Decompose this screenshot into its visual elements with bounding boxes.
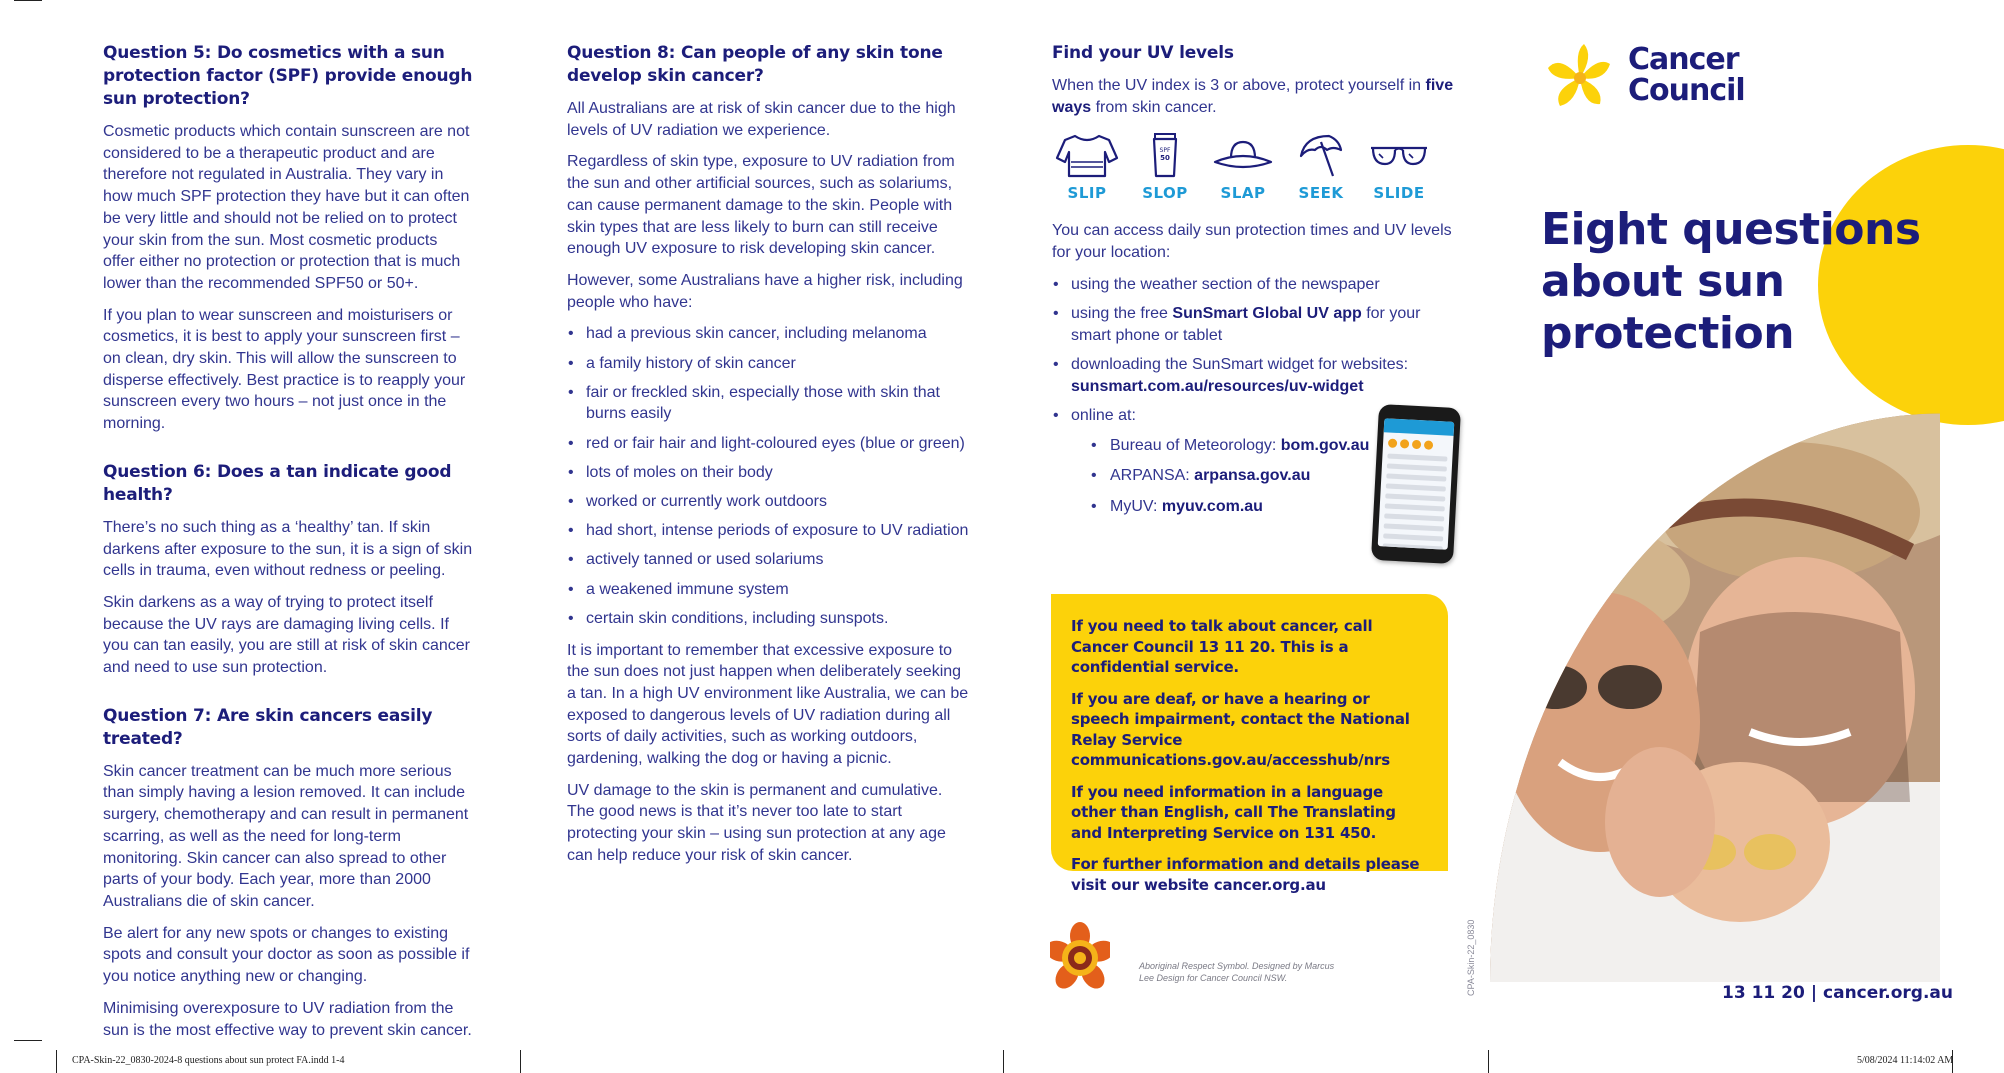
list-item: • worked or currently work outdoors bbox=[567, 491, 972, 513]
uv-label: SLAP bbox=[1220, 184, 1266, 203]
website-link[interactable]: cancer.org.au bbox=[1823, 983, 1953, 1003]
uv-action-slap bbox=[1204, 132, 1282, 202]
list-item: • ARPANSA: arpansa.gov.au bbox=[1071, 465, 1457, 487]
column-questions-5-7 bbox=[103, 42, 473, 1051]
list-item: • red or fair hair and light-coloured eyes (blue or green) bbox=[567, 433, 972, 455]
question-5-paragraph: If you plan to wear sunscreen and moisturisers or cosmetics, it is best to apply your sunscreen first – on clean, dry skin. This will allow the sunscreen to disperse effectively. Best practice is to reapply your sunscreen every two hours – not just once in the morning. bbox=[103, 306, 466, 433]
help-text: If you are deaf, or have a hearing or speech impairment, contact the National Relay Service communications.gov.au/accesshub/nrs bbox=[1071, 689, 1410, 769]
question-5-title: Question 5: Do cosmetics with a sun protection factor (SPF) provide enough sun protection? bbox=[103, 43, 473, 109]
list-item: • MyUV: myuv.com.au bbox=[1071, 496, 1457, 518]
question-8-paragraph: However, some Australians have a higher risk, including people who have: bbox=[567, 271, 963, 311]
crop-mark bbox=[14, 1040, 42, 1041]
phone-number: 13 11 20 bbox=[1722, 983, 1805, 1003]
question-7-paragraph: Be alert for any new spots or changes to existing spots and consult your doctor as soon as possible if you notice anything new or changing. bbox=[103, 924, 470, 986]
phone-screen bbox=[1378, 418, 1455, 549]
contact-help-box bbox=[1051, 594, 1448, 894]
crop-mark bbox=[56, 1050, 57, 1073]
question-8-paragraph: It is important to remember that excessive exposure to the sun does not just happen when deliberately seeking a tan. In a high UV environment like Australia, we can be exposed to dangerous levels of UV radiation during all sorts of daily activities, such as working outdoors, gardening, walking the dog or having a picnic. bbox=[567, 641, 969, 768]
svg-text:50: 50 bbox=[1160, 154, 1170, 163]
uv-levels-title: Find your UV levels bbox=[1052, 43, 1234, 63]
list-item: • had short, intense periods of exposure to UV radiation bbox=[567, 520, 972, 542]
list-item: • actively tanned or used solariums bbox=[567, 549, 972, 571]
question-6-paragraph: Skin darkens as a way of trying to protect itself because the UV rays are damaging living cells. If you can tan easily, you are still at risk of skin cancer and need to use sun protection. bbox=[103, 593, 470, 677]
question-8-paragraph: All Australians are at risk of skin cancer due to the high levels of UV radiation we experience. bbox=[567, 100, 956, 139]
svg-text:SPF: SPF bbox=[1159, 147, 1171, 155]
myuv-link[interactable]: myuv.com.au bbox=[1161, 497, 1263, 515]
document-code: CPA-Skin-22_0830 bbox=[1466, 919, 1476, 996]
hat-icon bbox=[1211, 132, 1275, 178]
crop-mark bbox=[1488, 1050, 1489, 1073]
crop-mark bbox=[520, 1050, 521, 1073]
help-text: For further information and details please visit our website cancer.org.au bbox=[1071, 855, 1420, 894]
print-slug-filename: CPA-Skin-22_0830-2024-8 questions about sun protect FA.indd 1-4 bbox=[72, 1055, 345, 1066]
phone-app-image bbox=[1371, 404, 1461, 564]
aboriginal-respect-symbol-icon bbox=[1050, 918, 1110, 998]
cover-title: Eight questions about sun protection bbox=[1541, 204, 1921, 359]
list-item: • using the weather section of the newspaper bbox=[1052, 274, 1457, 296]
question-8-paragraph: UV damage to the skin is permanent and cumulative. The good news is that it’s never too late to start protecting your skin – using sun protection at any age can help reduce your risk of skin cancer. bbox=[567, 781, 946, 864]
family-photo bbox=[1490, 402, 1940, 982]
list-item: • certain skin conditions, including sunspots. bbox=[567, 608, 972, 630]
help-text: If you need to talk about cancer, call Cancer Council 13 11 20. This is a confidential service. bbox=[1071, 617, 1373, 676]
question-6-paragraph: There’s no such thing as a ‘healthy’ tan. If skin darkens after exposure to the sun, it is a sign of skin cells in trauma, even without redness or peeling. bbox=[103, 518, 473, 580]
help-text: If you need information in a language other than English, call The Translating and Interpreting Service on 131 450. bbox=[1071, 782, 1396, 842]
list-item: • Bureau of Meteorology: bom.gov.au bbox=[1071, 435, 1457, 457]
question-7-title: Question 7: Are skin cancers easily treated? bbox=[103, 705, 433, 749]
bom-link[interactable]: bom.gov.au bbox=[1280, 436, 1370, 454]
list-item: • lots of moles on their body bbox=[567, 462, 972, 484]
sunscreen-icon bbox=[1133, 132, 1197, 178]
sunglasses-icon bbox=[1367, 132, 1431, 178]
uv-action-seek bbox=[1282, 132, 1360, 202]
list-item: • fair or freckled skin, especially those with skin that burns easily bbox=[567, 382, 972, 425]
question-6-title: Question 6: Does a tan indicate good health? bbox=[103, 461, 452, 505]
uv-action-slip bbox=[1048, 132, 1126, 202]
print-slug-timestamp: 5/08/2024 11:14:02 AM bbox=[1857, 1055, 1954, 1066]
uv-action-slide bbox=[1360, 132, 1438, 202]
list-item: • had a previous skin cancer, including melanoma bbox=[567, 323, 972, 345]
question-7-paragraph: Skin cancer treatment can be much more serious than simply having a lesion removed. It can include surgery, chemotherapy and can result in permanent scarring, as well as the need for long-term monitoring. Skin cancer can also spread to other parts of your body. Each year, more than 2000 Australians die of skin cancer. bbox=[103, 762, 469, 910]
question-8-paragraph: Regardless of skin type, exposure to UV radiation from the sun and other artificial sources, such as solariums, can cause permanent damage to the skin. People with skin types that are less likely to burn can still receive enough UV exposure to risk developing skin cancer. bbox=[567, 153, 955, 258]
crop-mark bbox=[14, 0, 42, 1]
question-5-paragraph: Cosmetic products which contain sunscreen are not considered to be a therapeutic product and are therefore not regulated in Australia. They vary in how much SPF protection they have but it can often be very little and should not be relied on to protect your skin from the sun. Most cosmetic products offer either no protection or protection that is much lower than the recommended SPF50 or 50+. bbox=[103, 123, 470, 292]
access-intro: You can access daily sun protection times and UV levels for your location: bbox=[1052, 222, 1452, 262]
aboriginal-caption: Aboriginal Respect Symbol. Designed by Marcus Lee Design for Cancer Council NSW. bbox=[1139, 961, 1335, 983]
arpansa-link[interactable]: arpansa.gov.au bbox=[1194, 467, 1311, 485]
brand-name: Cancer Council bbox=[1628, 42, 1745, 108]
uv-label: SLIP bbox=[1067, 184, 1107, 203]
question-8-title: Question 8: Can people of any skin tone develop skin cancer? bbox=[567, 43, 943, 86]
uv-protection-icons bbox=[1048, 132, 1457, 202]
question-7-paragraph: Minimising overexposure to UV radiation from the sun is the most effective way to prevent skin cancer. bbox=[103, 999, 472, 1039]
risk-factors-list bbox=[567, 323, 972, 629]
list-item: • using the free SunSmart Global UV app for your smart phone or tablet bbox=[1052, 303, 1457, 346]
crop-mark bbox=[1003, 1050, 1004, 1073]
uv-intro: When the UV index is 3 or above, protect yourself in five ways from skin cancer. bbox=[1052, 77, 1454, 116]
uv-label: SEEK bbox=[1298, 184, 1344, 203]
umbrella-icon bbox=[1289, 132, 1353, 178]
list-item: • a family history of skin cancer bbox=[567, 353, 972, 375]
column-question-8 bbox=[567, 42, 972, 877]
uv-action-slop bbox=[1126, 132, 1204, 202]
uv-label: SLIDE bbox=[1373, 184, 1425, 203]
list-item: • a weakened immune system bbox=[567, 579, 972, 601]
shirt-icon bbox=[1055, 132, 1119, 178]
list-item: • downloading the SunSmart widget for websites: sunsmart.com.au/resources/uv-widget bbox=[1052, 354, 1457, 397]
cover-contact: 13 11 20 | cancer.org.au bbox=[1722, 983, 1953, 1003]
people-in-hats-image bbox=[1490, 402, 1940, 982]
list-item: • online at: • Bureau of Meteorology: bom.gov.au • ARPANSA: arpansa.gov.au • MyUV: myuv.com.au bbox=[1052, 405, 1457, 518]
uv-label: SLOP bbox=[1142, 184, 1188, 203]
